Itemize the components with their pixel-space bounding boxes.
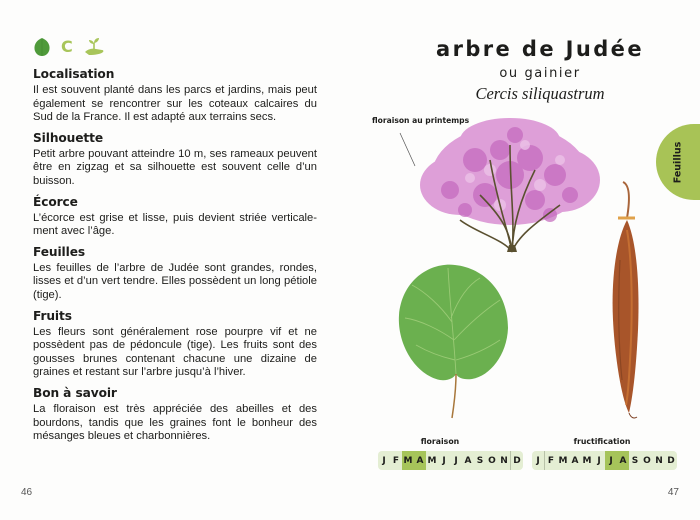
description-column bbox=[33, 66, 317, 444]
month-dec: D bbox=[667, 455, 675, 466]
flowering-tree-illustration bbox=[420, 118, 600, 252]
section-text-ecorce: L’écorce est grise et lisse, puis devient striée verticalement avec l’âge. bbox=[33, 211, 317, 238]
page-number-left: 46 bbox=[21, 487, 33, 498]
month-feb: F bbox=[547, 455, 555, 466]
month-nov: N bbox=[500, 455, 508, 466]
section-heading-localisation: Localisation bbox=[33, 67, 115, 81]
c-letter-icon: C bbox=[61, 37, 73, 56]
month-aug-highlighted: A bbox=[617, 451, 629, 470]
month-feb: F bbox=[392, 455, 400, 466]
section-heading-feuilles: Feuilles bbox=[33, 244, 86, 259]
month-jun: J bbox=[442, 455, 446, 466]
month-mar-highlighted: M bbox=[402, 451, 414, 470]
latin-name: Cercis siliquastrum bbox=[475, 84, 605, 103]
month-jul: J bbox=[454, 455, 458, 466]
fruiting-calendar bbox=[532, 451, 677, 470]
month-apr-highlighted: A bbox=[414, 451, 426, 470]
section-text-bon-a-savoir: La floraison est très appréciée des abeilles et des bourdons, tandis que les graines font le bonheur des mésanges bleues et charbonnières. bbox=[33, 402, 317, 443]
month-sep: S bbox=[476, 455, 484, 466]
flowering-annotation: floraison au printemps bbox=[372, 116, 470, 125]
flowering-calendar-label: floraison bbox=[420, 437, 460, 446]
section-text-feuilles: Les feuilles de l’arbre de Judée sont grandes, rondes, lisses et d’un vert tendre. Elles possèdent un long pétiole (tige). bbox=[33, 261, 317, 301]
icon-row bbox=[33, 36, 105, 58]
deciduous-leaf-icon bbox=[33, 37, 51, 57]
month-jul-highlighted: J bbox=[605, 451, 617, 470]
month-may: M bbox=[582, 455, 592, 466]
category-tab-label: Feuillus bbox=[672, 141, 684, 183]
month-apr: A bbox=[571, 455, 579, 466]
leaf-illustration bbox=[399, 265, 508, 418]
section-heading-ecorce: Écorce bbox=[33, 194, 78, 209]
section-heading-fruits: Fruits bbox=[33, 308, 72, 323]
seed-pod-illustration bbox=[613, 182, 639, 418]
species-title: arbre de Judée bbox=[436, 37, 644, 61]
month-aug: A bbox=[464, 455, 472, 466]
section-heading-silhouette: Silhouette bbox=[33, 130, 104, 145]
month-oct: O bbox=[643, 455, 651, 466]
flowering-calendar bbox=[378, 451, 523, 470]
month-oct: O bbox=[488, 455, 496, 466]
section-heading-bon-a-savoir: Bon à savoir bbox=[33, 385, 117, 400]
month-jan: J bbox=[536, 455, 540, 466]
month-may: M bbox=[427, 455, 437, 466]
illustrations bbox=[350, 0, 700, 520]
species-subtitle: ou gainier bbox=[499, 66, 581, 81]
month-jun: J bbox=[597, 455, 601, 466]
month-dec: D bbox=[513, 455, 521, 466]
section-text-fruits: Les fleurs sont généralement rose pourpre vif et ne possèdent pas de pédoncule (tige). Les fruits sont des gousses brunes contenant chacune une dizaine de graines et restant sur l’arbre jusqu’à l’hiver. bbox=[33, 325, 317, 379]
fruiting-calendar-label: fructification bbox=[573, 437, 631, 446]
month-jan: J bbox=[382, 455, 386, 466]
page-number-right: 47 bbox=[667, 487, 679, 498]
section-text-localisation: Il est souvent planté dans les parcs et jardins, mais peut également se rencontrer sur les coteaux calcaires du Sud de la France. Il est adapté aux terrains secs. bbox=[33, 84, 317, 124]
right-page bbox=[350, 0, 700, 520]
section-text-silhouette: Petit arbre pouvant atteindre 10 m, ses rameaux peuvent être en zigzag et sa silhouette est souvent celle d’un buisson. bbox=[33, 147, 317, 187]
month-sep: S bbox=[631, 455, 639, 466]
month-nov: N bbox=[655, 455, 663, 466]
sprout-hand-icon bbox=[83, 37, 105, 57]
month-mar: M bbox=[558, 455, 568, 466]
